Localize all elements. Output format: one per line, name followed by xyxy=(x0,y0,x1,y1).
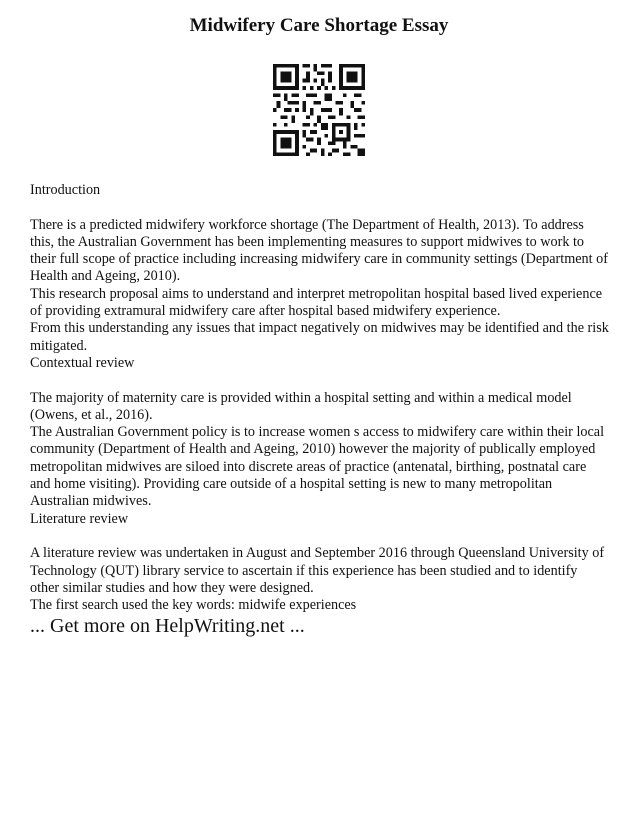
context-paragraph-1: The majority of maternity care is provided within a hospital setting and within a medical model (Owens, et al., 2016). xyxy=(30,389,572,423)
intro-paragraph-1: There is a predicted midwifery workforce shortage (The Department of Health, 2013). To address this, the Australian Government has been implementing measures to support midwives to work to their full scope of practice including increasing midwifery care in community settings (Department of Health and Ageing, 2010). xyxy=(30,216,608,285)
intro-paragraph-3: From this understanding any issues that impact negatively on midwives may be identified and the risk mitigated. xyxy=(30,320,609,354)
intro-heading: Introduction xyxy=(30,182,101,198)
context-heading: Contextual review xyxy=(30,354,135,371)
document-title: Midwifery Care Shortage Essay xyxy=(189,15,449,36)
get-more-link[interactable]: ... Get more on HelpWriting.net ... xyxy=(30,615,305,637)
literature-heading: Literature review xyxy=(30,510,129,527)
intro-paragraph-2: This research proposal aims to understand and interpret metropolitan hospital based lived experience of providing extramural midwifery care after hospital based midwifery experience. xyxy=(30,285,603,320)
literature-paragraph-1: A literature review was undertaken in August and September 2016 through Queensland University of Technology (QUT) library service to ascertain if this experience has been studied and to identify other similar studies and how they were designed. xyxy=(30,545,605,596)
qr-code-icon xyxy=(273,64,365,156)
context-paragraph-2: The Australian Government policy is to increase women s access to midwifery care within their local community (Department of Health and Ageing, 2010) however the majority of publically employed metropolitan midwives are siloed into discrete areas of practice (antenatal, birthing, postnatal care and home visiting). Providing care outside of a hospital setting is new to many metropolitan Australian midwives. xyxy=(30,424,605,510)
literature-paragraph-2: The first search used the key words: midwife experiences xyxy=(30,597,357,614)
document-body xyxy=(30,182,610,614)
